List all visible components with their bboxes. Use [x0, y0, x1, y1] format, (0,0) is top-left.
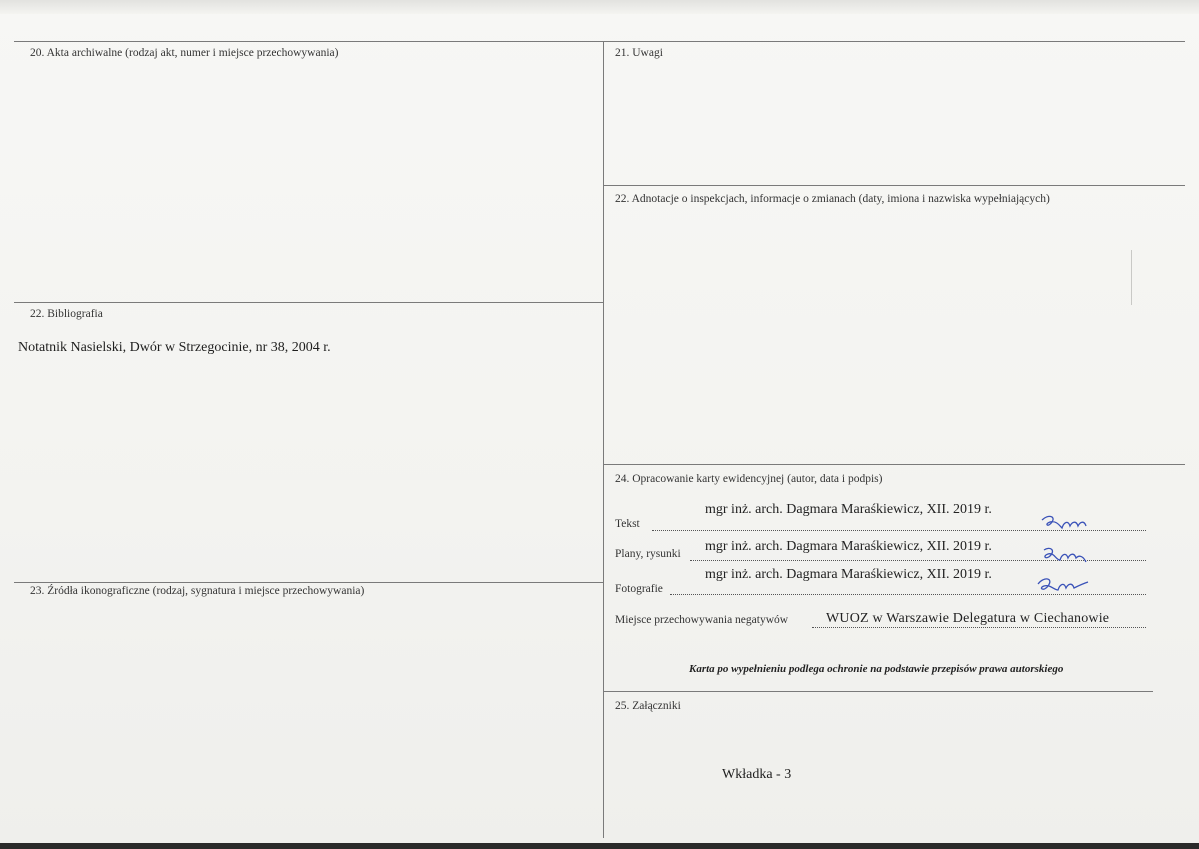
copyright-note: Karta po wypełnieniu podlega ochronie na podstawie przepisów prawa autorskiego: [689, 663, 1064, 675]
negatives-value: WUOZ w Warszawie Delegatura w Ciechanowie: [826, 611, 1110, 626]
author-text-value: mgr inż. arch. Dagmara Maraśkiewicz, XII. 2019 r.: [705, 502, 992, 517]
author-photos-label: Fotografie: [615, 583, 663, 595]
section-23-label: 23. Źródła ikonograficzne (rodzaj, sygnatura i miejsce przechowywania): [30, 585, 365, 597]
negatives-dotline: [812, 627, 1146, 628]
section-21-label: 21. Uwagi: [615, 47, 663, 59]
signature-icon: [1034, 574, 1094, 598]
negatives-label: Miejsce przechowywania negatywów: [615, 614, 789, 626]
column-divider: [603, 41, 604, 838]
rule-21-22: [603, 185, 1185, 186]
scan-bottom-edge: [0, 843, 1199, 849]
scan-top-shadow: [0, 0, 1199, 14]
author-plans-value: mgr inż. arch. Dagmara Maraśkiewicz, XII. 2019 r.: [705, 539, 992, 554]
section-22-bibliography-label: 22. Bibliografia: [30, 308, 103, 320]
author-plans-label: Plany, rysunki: [615, 548, 681, 560]
author-text-label: Tekst: [615, 518, 640, 530]
right-edge-mark: [1131, 250, 1132, 305]
signature-icon: [1038, 512, 1098, 534]
section-22-annotations-label: 22. Adnotacje o inspekcjach, informacje o zmianach (daty, imiona i nazwiska wypełniających): [615, 193, 1050, 205]
rule-22b-23: [14, 582, 603, 583]
section-20-label: 20. Akta archiwalne (rodzaj akt, numer i miejsce przechowywania): [30, 47, 339, 59]
section-24-label: 24. Opracowanie karty ewidencyjnej (autor, data i podpis): [615, 473, 883, 485]
rule-22-24: [603, 464, 1185, 465]
top-rule: [14, 41, 1185, 42]
author-photos-value: mgr inż. arch. Dagmara Maraśkiewicz, XII. 2019 r.: [705, 567, 992, 582]
rule-24-25: [603, 691, 1153, 692]
rule-20-22b: [14, 302, 603, 303]
signature-icon: [1038, 544, 1098, 566]
bibliography-entry: Notatnik Nasielski, Dwór w Strzegocinie, nr 38, 2004 r.: [18, 340, 331, 355]
section-25-label: 25. Załączniki: [615, 700, 681, 712]
insert-label: Wkładka - 3: [722, 767, 792, 782]
